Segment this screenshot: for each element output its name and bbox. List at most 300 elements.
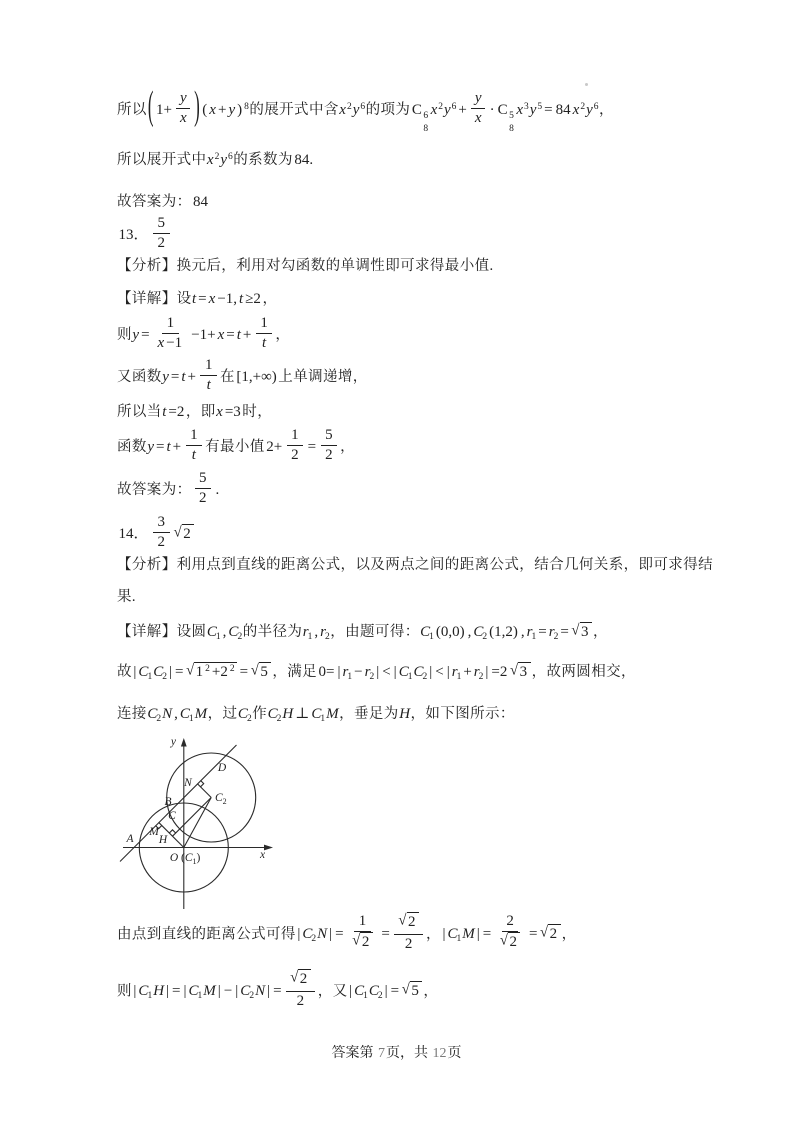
subscript: 2: [276, 714, 282, 724]
radicand: [194, 662, 237, 682]
superscript: 5: [537, 102, 543, 113]
denominator: [471, 109, 485, 127]
text-run: ，满足: [272, 664, 318, 680]
text-run: 在: [219, 369, 235, 386]
math-variable: x: [216, 404, 223, 420]
text-run: ，: [593, 624, 608, 640]
radical-sign: √: [499, 932, 508, 949]
math-variable: y: [220, 152, 227, 168]
math-roman: ,: [314, 624, 319, 640]
math-roman: 84: [193, 194, 208, 210]
math-roman: |: [349, 983, 353, 1000]
numerator: [186, 427, 203, 446]
denominator: [400, 935, 417, 953]
text-run: ，由题可得：: [330, 624, 420, 640]
subscript: 2: [237, 632, 243, 642]
subscript: 1: [363, 991, 368, 1002]
math-variable: t: [206, 377, 211, 394]
big-paren: (: [147, 83, 154, 129]
math-roman: =: [170, 369, 180, 386]
numerator: [200, 357, 217, 376]
math-roman: ,: [222, 624, 227, 640]
para-answer-84: [117, 192, 210, 213]
math-roman: 84.: [294, 152, 314, 168]
math-roman: 2: [299, 971, 308, 987]
math-roman: =: [172, 983, 181, 1000]
math-roman: 1: [195, 663, 204, 680]
math-variable: C: [302, 926, 313, 943]
math-roman: 2: [549, 926, 558, 943]
math-roman: |: [133, 664, 137, 680]
text-run: ，: [426, 926, 441, 943]
text-run: ，: [275, 327, 291, 344]
fraction: [186, 427, 203, 465]
numerator: [195, 470, 212, 489]
text-run: ，: [340, 439, 356, 456]
radical-sign: √: [173, 524, 182, 541]
subscript: 1: [320, 714, 326, 724]
y-axis-arrow: [181, 738, 187, 747]
math-variable: y: [352, 102, 360, 119]
text-run: 有最小值: [205, 439, 265, 456]
para-14-construct: [117, 704, 515, 725]
text-run: 【分析】换元后，利用对勾函数的单调性即可求得最小值.: [117, 258, 494, 274]
math-roman: +: [458, 102, 467, 119]
label-origin-c1: $(C_1)$: [181, 852, 201, 866]
math-roman: |: [376, 664, 380, 680]
math-roman: 2: [157, 534, 166, 551]
subscript: 2: [553, 632, 559, 642]
math-roman: 1+: [155, 102, 172, 119]
text-run: ，: [561, 926, 577, 943]
math-variable: M: [203, 983, 216, 1000]
fraction: [496, 913, 525, 953]
math-roman: <: [435, 664, 444, 680]
math-variable: t: [239, 291, 244, 307]
math-roman: +: [187, 369, 196, 386]
text-run: 所以: [117, 102, 147, 119]
math-variable: y: [586, 102, 593, 119]
footer-prefix: 答案第: [331, 1046, 377, 1061]
label-x-axis: x: [260, 849, 266, 861]
square-root: [174, 524, 195, 544]
denominator: [287, 446, 304, 464]
math-variable: y: [179, 90, 187, 106]
para-14-c1h: [117, 969, 439, 1012]
math-roman: +: [172, 439, 182, 456]
square-root: [510, 662, 531, 682]
math-roman: |: [337, 664, 341, 680]
radical-sign: √: [185, 662, 195, 679]
math-roman: =: [538, 624, 547, 640]
subscript: 2: [478, 672, 484, 682]
math-roman: 1: [204, 357, 213, 373]
text-run: 【分析】利用点到直线的距离公式，以及两点之间的距离公式，结合几何关系，即可求得结: [117, 557, 713, 573]
subscript: 1: [456, 672, 462, 682]
denominator: [154, 334, 187, 352]
superscript: 6: [360, 102, 366, 113]
text-run: 所以展开式中: [117, 152, 207, 168]
item-13-answer: [117, 217, 173, 255]
square-root: [290, 969, 311, 989]
numerator: [502, 913, 519, 932]
math-variable: r: [526, 624, 533, 640]
math-roman: ,: [520, 624, 525, 640]
numerator: [286, 970, 315, 992]
radicand: [580, 622, 593, 642]
text-run: ，垂足为: [339, 706, 399, 722]
math-roman: =: [482, 926, 492, 943]
text-run: 果.: [117, 589, 136, 605]
math-roman: |: [476, 926, 480, 943]
radicand: [410, 981, 423, 1001]
math-roman: 14．: [118, 526, 149, 543]
math-variable: x: [516, 102, 523, 119]
math-variable: C: [368, 983, 379, 1000]
square-root: [571, 622, 592, 642]
math-roman: (: [202, 102, 208, 119]
subscript: 1: [147, 991, 153, 1002]
math-variable: t: [166, 439, 171, 456]
math-variable: N: [255, 983, 266, 1000]
math-roman: ⊥: [295, 706, 310, 722]
math-roman: =: [381, 926, 390, 943]
subscript: 2: [369, 672, 375, 682]
text-run: 的系数为: [233, 152, 293, 168]
math-roman: 3: [519, 663, 528, 680]
numerator: [153, 514, 170, 533]
math-roman: 1: [190, 427, 198, 443]
math-variable: r: [548, 624, 555, 640]
math-variable: C: [240, 983, 251, 1000]
math-roman: 2: [291, 447, 299, 464]
label-origin: O: [169, 852, 179, 864]
math-variable: x: [208, 291, 216, 307]
para-expansion-term: [117, 83, 614, 134]
text-run: 时，: [242, 404, 273, 420]
math-variable: x: [157, 335, 165, 352]
radicand: [259, 662, 272, 682]
para-14-intersect: [117, 662, 636, 683]
subscript: 2: [246, 714, 252, 724]
subscript: 1: [188, 714, 194, 724]
radical-sign: √: [352, 932, 361, 949]
denominator: [292, 992, 309, 1010]
text-run: 由点到直线的距离公式可得: [117, 926, 296, 943]
para-14-analysis-line2: [117, 588, 136, 608]
math-roman: =: [155, 439, 165, 456]
text-run: 则: [117, 983, 132, 1000]
text-run: 的展开式中含: [249, 102, 339, 119]
para-13-answer: [117, 472, 221, 510]
superscript: 8: [244, 102, 249, 113]
fraction: [471, 90, 485, 128]
math-variable: x: [474, 110, 482, 127]
fraction: [321, 427, 338, 465]
math-roman: 84: [555, 102, 571, 119]
superscript: 2: [346, 102, 352, 113]
math-roman: |: [384, 983, 388, 1000]
math-variable: C: [206, 624, 217, 640]
superscript: 6: [423, 111, 429, 122]
label-point-n: N: [184, 777, 192, 789]
label-y-axis: y: [170, 736, 176, 748]
text-run: 所以当: [117, 404, 162, 420]
math-roman: (1,2): [489, 624, 518, 640]
math-roman: C: [497, 102, 508, 119]
math-roman: 5: [157, 215, 166, 231]
math-roman: 5: [199, 470, 207, 486]
para-13-substitute: [117, 289, 277, 310]
superscript: 2: [214, 152, 220, 162]
math-variable: t: [236, 327, 241, 344]
math-roman: 1: [291, 427, 299, 443]
math-roman: |: [235, 983, 239, 1000]
math-variable: y: [529, 102, 537, 119]
math-roman: =: [273, 983, 282, 1000]
subscript: 1: [197, 991, 203, 1002]
math-roman: =2: [491, 664, 508, 680]
square-root: [352, 932, 373, 952]
footer-suffix: 页: [447, 1046, 462, 1061]
math-variable: C: [398, 664, 409, 680]
math-roman: |: [168, 664, 172, 680]
math-roman: |: [166, 983, 170, 1000]
radical-sign: √: [398, 912, 407, 929]
supsub-stack: [509, 112, 514, 134]
numerator: [162, 315, 179, 334]
subscript: 2: [377, 991, 383, 1002]
text-run: 连接: [117, 706, 147, 722]
denominator: [321, 446, 338, 464]
math-variable: x: [206, 152, 214, 168]
math-roman: +: [242, 327, 252, 344]
text-run: 则: [117, 327, 132, 344]
numerator: [153, 215, 170, 234]
superscript: 6: [451, 102, 457, 113]
fraction: [154, 315, 187, 353]
math-roman: =: [198, 291, 207, 307]
text-run: 又函数: [117, 369, 162, 386]
math-roman: 5: [411, 983, 419, 1000]
math-variable: N: [162, 706, 173, 722]
label-point-m: M: [149, 826, 159, 838]
math-variable: C: [138, 983, 149, 1000]
fraction: [287, 427, 304, 465]
fraction: [200, 357, 217, 395]
stray-mark: [585, 83, 588, 86]
denominator: [188, 446, 199, 464]
math-variable: t: [181, 369, 186, 386]
para-13-min-value: [117, 429, 355, 467]
fraction: [195, 470, 212, 508]
math-roman: (0,0): [435, 624, 465, 640]
math-roman: −1: [166, 335, 183, 352]
para-13-y-expression: [117, 317, 290, 355]
math-roman: =: [335, 926, 344, 943]
math-variable: t: [191, 447, 196, 464]
page-footer: [0, 1042, 793, 1062]
math-variable: C: [354, 983, 365, 1000]
denominator: [259, 334, 270, 352]
superscript: 6: [228, 152, 233, 162]
denominator: [195, 489, 212, 507]
math-roman: =: [174, 664, 184, 680]
math-roman: ·: [489, 102, 495, 119]
math-roman: |: [133, 983, 137, 1000]
subscript: 1: [147, 672, 153, 682]
subscript: 8: [423, 123, 429, 134]
math-roman: ≥2: [245, 291, 261, 307]
superscript: 6: [593, 102, 599, 113]
denominator: [348, 932, 377, 953]
radicand: [548, 924, 561, 944]
math-roman: 13．: [118, 227, 149, 244]
numerator: [176, 90, 190, 109]
text-run: ，即: [185, 404, 216, 420]
math-roman: 2: [509, 934, 517, 951]
math-variable: C: [147, 706, 158, 722]
item-14-answer: [117, 516, 195, 554]
label-point-h: H: [158, 834, 168, 846]
subscript: 2: [311, 934, 317, 945]
text-run: 作: [252, 706, 268, 722]
label-point-a: A: [126, 833, 134, 845]
math-roman: 0=: [318, 664, 335, 680]
math-roman: =3: [224, 404, 241, 420]
math-roman: |: [267, 983, 271, 1000]
subscript: 2: [422, 672, 428, 682]
text-run: ，: [598, 102, 614, 119]
subscript: 2: [324, 632, 330, 642]
square-root: [402, 981, 423, 1001]
math-variable: x: [179, 110, 187, 127]
radicand: [508, 932, 521, 952]
radicand: [360, 932, 373, 952]
math-variable: C: [420, 624, 431, 640]
label-c2: $C_2$: [215, 792, 227, 806]
math-variable: x: [339, 102, 346, 119]
math-roman: 2: [183, 525, 191, 542]
math-roman: =2: [168, 404, 185, 420]
math-roman: |: [297, 926, 301, 943]
label-point-c: C: [168, 810, 176, 822]
math-variable: r: [302, 624, 309, 640]
numerator: [471, 90, 485, 109]
math-variable: H: [399, 706, 411, 722]
math-variable: y: [228, 102, 236, 119]
math-roman: |: [442, 926, 446, 943]
denominator: [496, 932, 525, 953]
math-roman: 1: [166, 315, 175, 331]
math-roman: −1+: [191, 327, 216, 344]
fraction: [256, 315, 273, 353]
math-roman: |: [429, 664, 433, 680]
math-roman: |: [329, 926, 333, 943]
math-variable: y: [474, 90, 482, 106]
right-angle-h: [169, 830, 175, 833]
math-variable: C: [473, 624, 484, 640]
radicand: [298, 969, 311, 989]
math-variable: C: [228, 624, 239, 640]
math-variable: N: [317, 926, 328, 943]
math-variable: x: [209, 102, 216, 119]
big-paren: ): [194, 83, 200, 129]
radicand: [518, 662, 531, 682]
footer-middle: 页，共: [386, 1046, 432, 1061]
subscript: 1: [531, 632, 537, 642]
square-root: [398, 912, 419, 932]
para-13-when: [117, 402, 272, 423]
text-run: 【详解】设: [117, 291, 192, 307]
segment-c2-n: [197, 784, 211, 798]
subscript: 2: [482, 632, 488, 642]
subscript: 1: [407, 672, 413, 682]
fraction: [153, 514, 170, 552]
math-roman: +2: [211, 663, 228, 680]
para-14-setup: [117, 622, 608, 643]
math-variable: C: [311, 706, 322, 722]
math-variable: x: [430, 102, 438, 119]
math-variable: H: [153, 983, 165, 1000]
para-14-distances: [117, 912, 577, 955]
text-run: 函数: [117, 439, 147, 456]
numerator: [354, 913, 371, 932]
math-variable: y: [147, 439, 154, 456]
numerator: [256, 315, 273, 334]
para-13-monotonic: [117, 359, 368, 397]
footer-total-pages: 12: [432, 1046, 447, 1061]
text-run: ，: [423, 983, 439, 1000]
math-variable: r: [342, 664, 349, 680]
math-variable: C: [179, 706, 190, 722]
math-variable: M: [194, 706, 208, 722]
math-roman: 1: [260, 315, 268, 331]
math-roman: 1: [358, 913, 367, 929]
superscript: 2: [229, 663, 235, 674]
text-run: 故答案为：: [117, 482, 192, 499]
text-run: 的项为: [365, 102, 411, 119]
math-roman: 2: [361, 934, 370, 951]
text-run: 的半径为: [242, 624, 303, 640]
math-variable: H: [282, 706, 294, 722]
math-roman: ,: [174, 706, 178, 722]
math-variable: x: [217, 327, 225, 344]
math-roman: 5: [325, 427, 333, 443]
subscript: 1: [429, 632, 434, 642]
math-variable: C: [188, 983, 199, 1000]
math-roman: |: [393, 664, 397, 680]
text-run: ，: [262, 291, 278, 307]
math-variable: t: [192, 291, 197, 307]
superscript: 3: [524, 102, 529, 113]
radical-sign: √: [509, 662, 519, 679]
subscript: 1: [347, 672, 353, 682]
math-variable: t: [162, 404, 167, 420]
denominator: [153, 533, 170, 551]
math-roman: =: [390, 983, 400, 1000]
radical-sign: √: [539, 924, 549, 941]
superscript: 2: [580, 102, 586, 113]
math-variable: M: [462, 926, 475, 943]
math-roman: 2: [199, 490, 207, 507]
math-roman: 2: [506, 913, 514, 929]
subscript: 2: [162, 672, 167, 682]
superscript: 2: [205, 663, 210, 674]
para-14-analysis-line1: [117, 556, 713, 576]
math-roman: 2: [296, 992, 305, 1009]
math-variable: C: [413, 664, 424, 680]
